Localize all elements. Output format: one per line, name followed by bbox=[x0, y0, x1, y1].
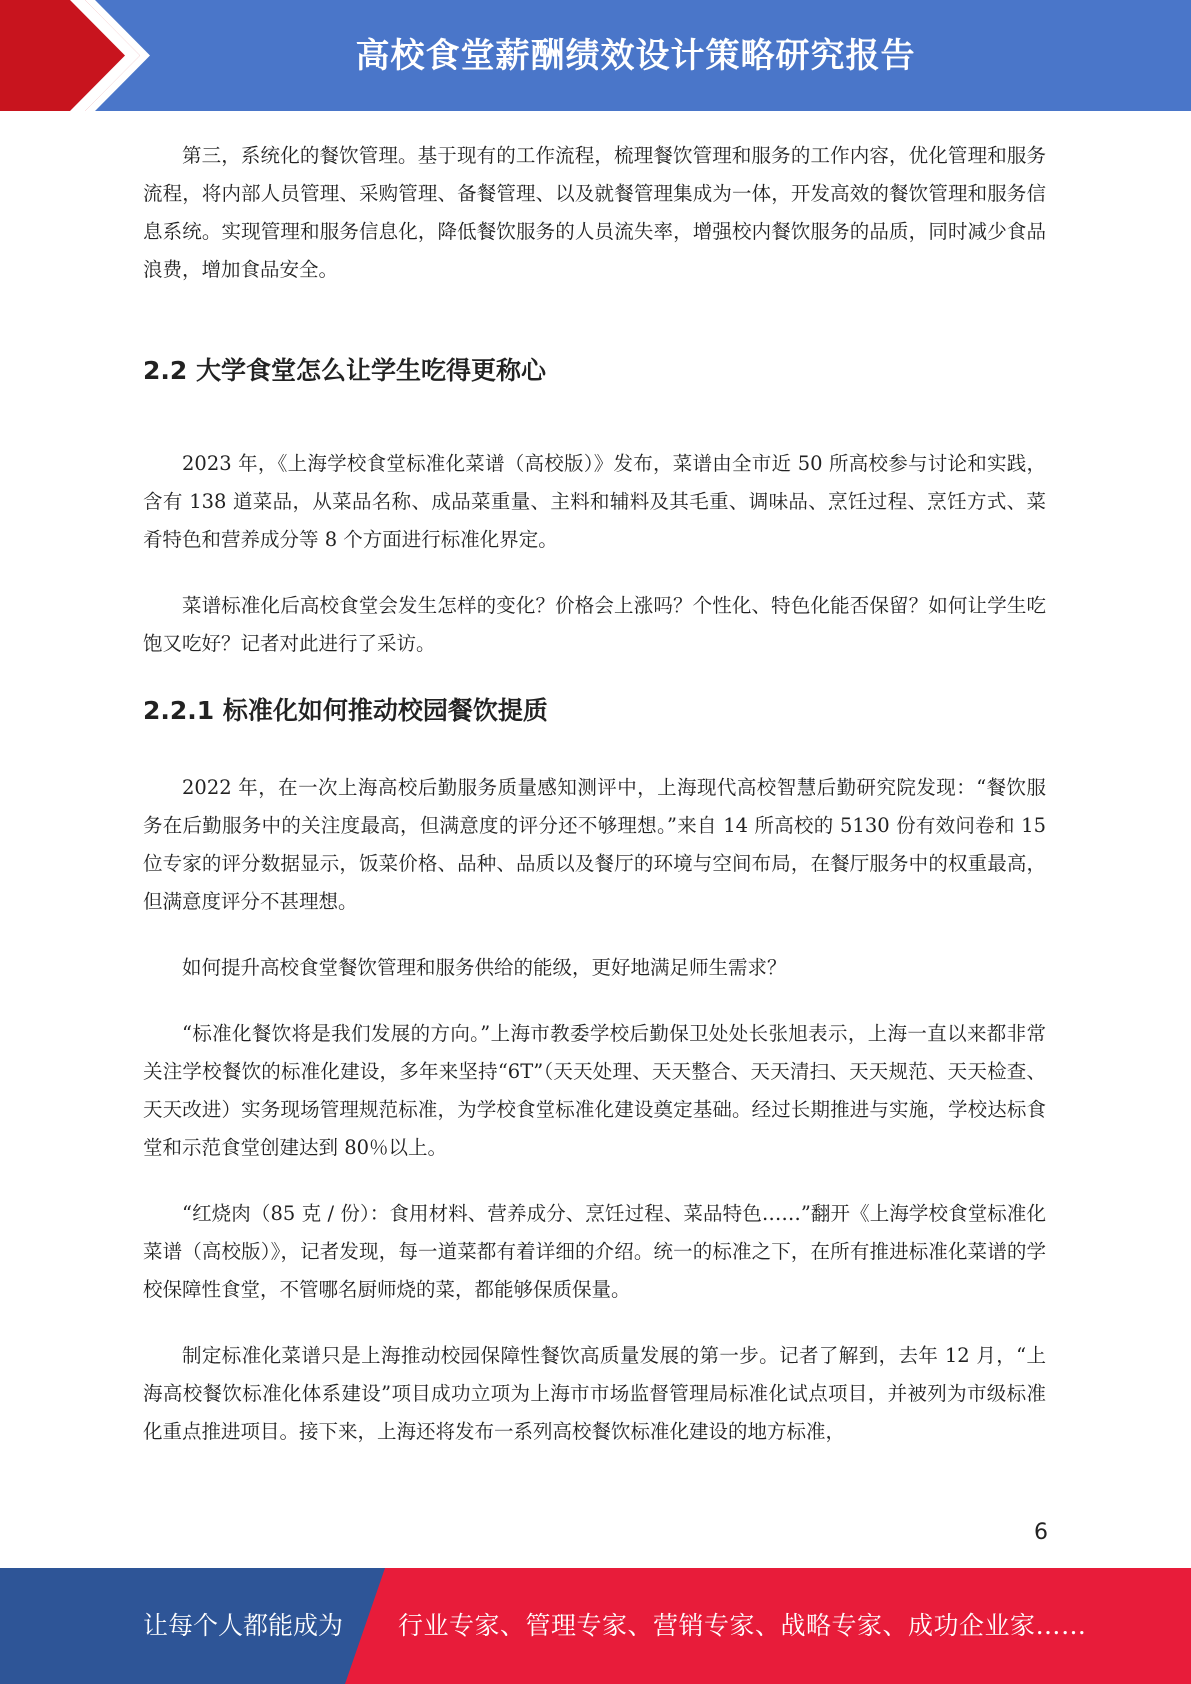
paragraph-systematic-management: 第三，系统化的餐饮管理。基于现有的工作流程，梳理餐饮管理和服务的工作内容，优化管理和服务流程，将内部人员管理、采购管理、备餐管理、以及就餐管理集成为一体，开发高效的餐饮管理和服务信息系统。实现管理和服务信息化，降低餐饮服务的人员流失率，增强校内餐饮服务的品质，同时减少食品浪费，增加食品安全。 bbox=[143, 144, 1046, 281]
paragraph-standardization-direction: “标准化餐饮将是我们发展的方向。”上海市教委学校后勤保卫处处长张旭表示，上海一直以来都非常关注学校餐饮的标准化建设，多年来坚持“6T”（天天处理、天天整合、天天清扫、天天规范、天天检查、天天改进）实务现场管理规范标准，为学校食堂标准化建设奠定基础。经过长期推进与实施，学校达标食堂和示范食堂创建达到 80％以上。 bbox=[143, 1022, 1046, 1159]
paragraph-2022-survey: 2022 年，在一次上海高校后勤服务质量感知测评中，上海现代高校智慧后勤研究院发现：“餐饮服务在后勤服务中的关注度最高，但满意度的评分还不够理想。”来自 14 所高校的 5130 份有效问卷和 15 位专家的评分数据显示，饭菜价格、品种、品质以及餐厅的环境与空间布局，在餐厅服务中的权重最高，但满意度评分不甚理想。 bbox=[143, 776, 1046, 913]
footer-slogan-right: 行业专家、管理专家、营销专家、战略专家、成功企业家…… bbox=[398, 1611, 1087, 1640]
page-number: 6 bbox=[1034, 1520, 1048, 1545]
section-heading-2-2: 2.2 大学食堂怎么让学生吃得更称心 bbox=[143, 356, 546, 385]
paragraph-how-to-improve: 如何提升高校食堂餐饮管理和服务供给的能级，更好地满足师生需求？ bbox=[182, 956, 787, 979]
page-footer bbox=[0, 1568, 1191, 1684]
footer-slogan-left: 让每个人都能成为 bbox=[143, 1611, 344, 1640]
header-title: 高校食堂薪酬绩效设计策略研究报告 bbox=[355, 36, 916, 76]
paragraph-first-step: 制定标准化菜谱只是上海推动校园保障性餐饮高质量发展的第一步。记者了解到，去年 12 月，“上海高校餐饮标准化体系建设”项目成功立项为上海市市场监督管理局标准化试点项目，并被列为市级标准化重点推进项目。接下来，上海还将发布一系列高校餐饮标准化建设的地方标准， bbox=[143, 1344, 1046, 1443]
document-body bbox=[143, 137, 1046, 1451]
paragraph-menu-questions: 菜谱标准化后高校食堂会发生怎样的变化？价格会上涨吗？个性化、特色化能否保留？如何让学生吃饱又吃好？记者对此进行了采访。 bbox=[143, 594, 1046, 655]
paragraph-2023-menu: 2023 年，《上海学校食堂标准化菜谱（高校版）》发布，菜谱由全市近 50 所高校参与讨论和实践，含有 138 道菜品，从菜品名称、成品菜重量、主料和辅料及其毛重、调味品、烹饪过程、烹饪方式、菜肴特色和营养成分等 8 个方面进行标准化界定。 bbox=[143, 452, 1046, 551]
page-header bbox=[0, 0, 1191, 111]
paragraph-braised-pork: “红烧肉（85 克 / 份）：食用材料、营养成分、烹饪过程、菜品特色……”翻开《上海学校食堂标准化菜谱（高校版）》，记者发现，每一道菜都有着详细的介绍。统一的标准之下，在所有推进标准化菜谱的学校保障性食堂，不管哪名厨师烧的菜，都能够保质保量。 bbox=[143, 1202, 1046, 1301]
section-heading-2-2-1: 2.2.1 标准化如何推动校园餐饮提质 bbox=[143, 696, 548, 725]
